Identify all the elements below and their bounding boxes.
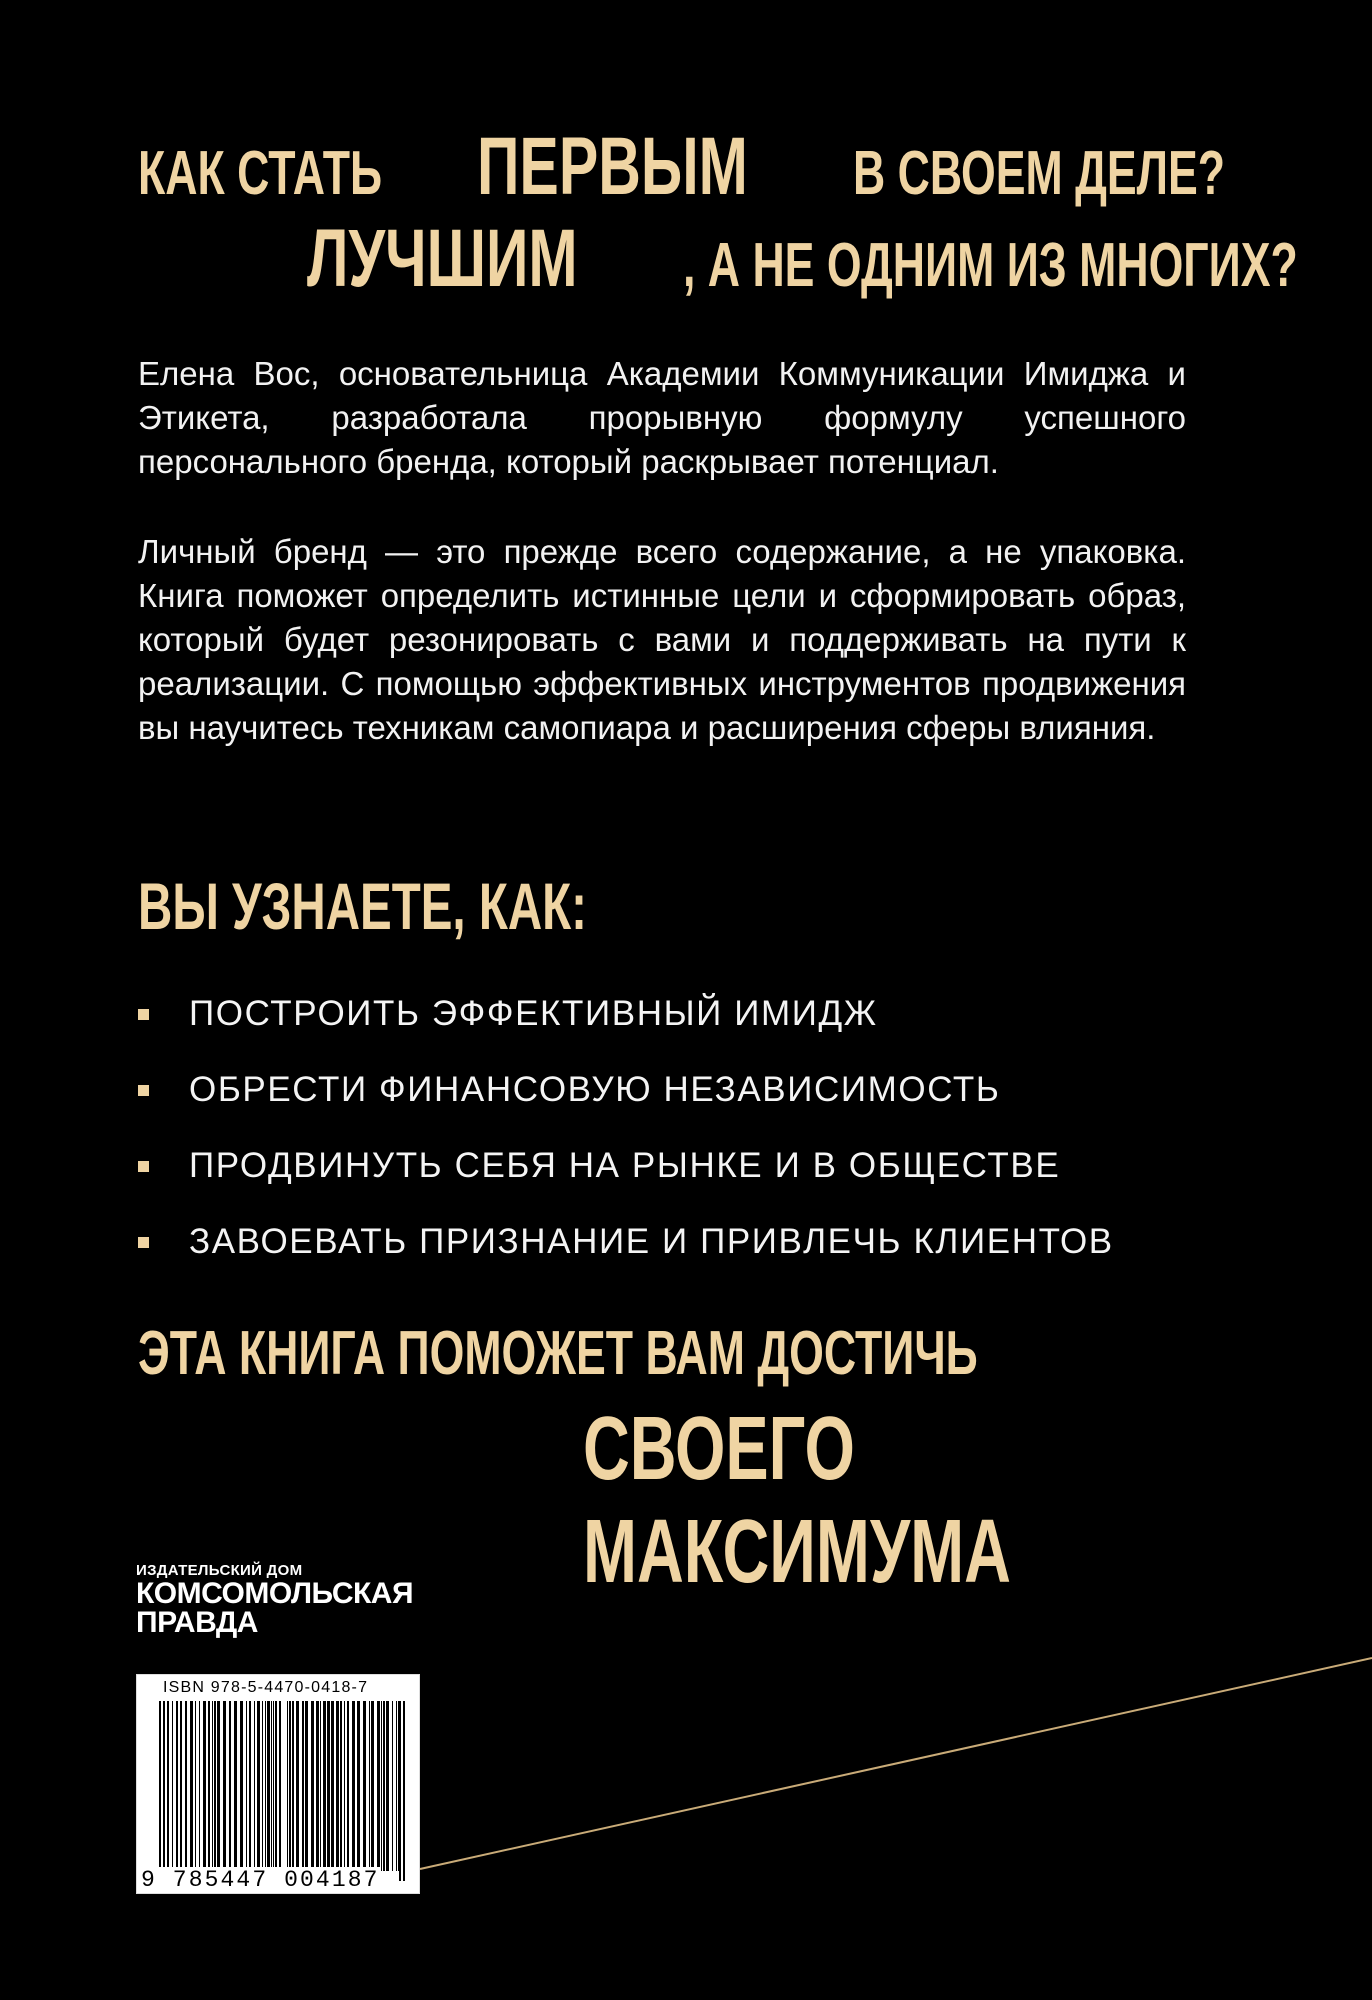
headline-line-1	[138, 120, 1370, 214]
outro-line-1: ЭТА КНИГА ПОМОЖЕТ ВАМ ДОСТИЧЬ	[138, 1319, 978, 1388]
publisher-house-label: ИЗДАТЕЛЬСКИЙ ДОМ	[136, 1562, 303, 1579]
publisher-name-line-1: КОМСОМОЛЬСКАЯ	[136, 1577, 414, 1610]
isbn-number: ISBN 978-5-4470-0418-7	[163, 1679, 369, 1696]
headline-pre: КАК СТАТЬ	[138, 139, 383, 208]
outro-line-2: СВОЕГО МАКСИМУМА	[583, 1399, 1011, 1602]
bullet-square-icon	[138, 1237, 149, 1248]
intro-paragraph-book: Личный бренд — это прежде всего содержание, а не упаковка. Книга поможет определить истинные цели и сформировать образ, который будет резонировать с вами и поддерживать на пути к реализации. С помощью эффективных инструментов продвижения вы научитесь техникам самопиара и расширения сферы влияния.	[138, 533, 1186, 746]
bullet-square-icon	[138, 1161, 149, 1172]
headline-line2-post: , А НЕ ОДНИМ ИЗ МНОГИХ?	[682, 231, 1298, 300]
intro-paragraph-author: Елена Вос, основательница Академии Коммуникации Имиджа и Этикета, разработала прорывную формулу успешного персонального бренда, который раскрывает потенциал.	[138, 355, 1186, 480]
list-item: ПОСТРОИТЬ ЭФФЕКТИВНЫЙ ИМИДЖ	[138, 976, 1114, 1052]
section-title: ВЫ УЗНАЕТЕ, КАК:	[138, 869, 587, 943]
benefits-list	[138, 976, 1114, 1280]
bullet-square-icon	[138, 1009, 149, 1020]
headline-post: В СВОЕМ ДЕЛЕ?	[853, 139, 1226, 208]
isbn-barcode	[136, 1674, 420, 1894]
headline-emph-first: ПЕРВЫМ	[477, 121, 748, 212]
list-item: ОБРЕСТИ ФИНАНСОВУЮ НЕЗАВИСИМОСТЬ	[138, 1052, 1114, 1128]
publisher-logo	[136, 1562, 413, 1637]
headline-emph-best: ЛУЧШИМ	[307, 213, 578, 304]
ean-digits: 9 785447 004187	[141, 1867, 380, 1893]
list-item: ЗАВОЕВАТЬ ПРИЗНАНИЕ И ПРИВЛЕЧЬ КЛИЕНТОВ	[138, 1204, 1114, 1280]
bullet-square-icon	[138, 1085, 149, 1096]
publisher-name-line-2: ПРАВДА	[136, 1606, 258, 1639]
barcode-bars	[137, 1675, 421, 1895]
headline-line-2	[307, 212, 1372, 306]
list-item: ПРОДВИНУТЬ СЕБЯ НА РЫНКЕ И В ОБЩЕСТВЕ	[138, 1128, 1114, 1204]
